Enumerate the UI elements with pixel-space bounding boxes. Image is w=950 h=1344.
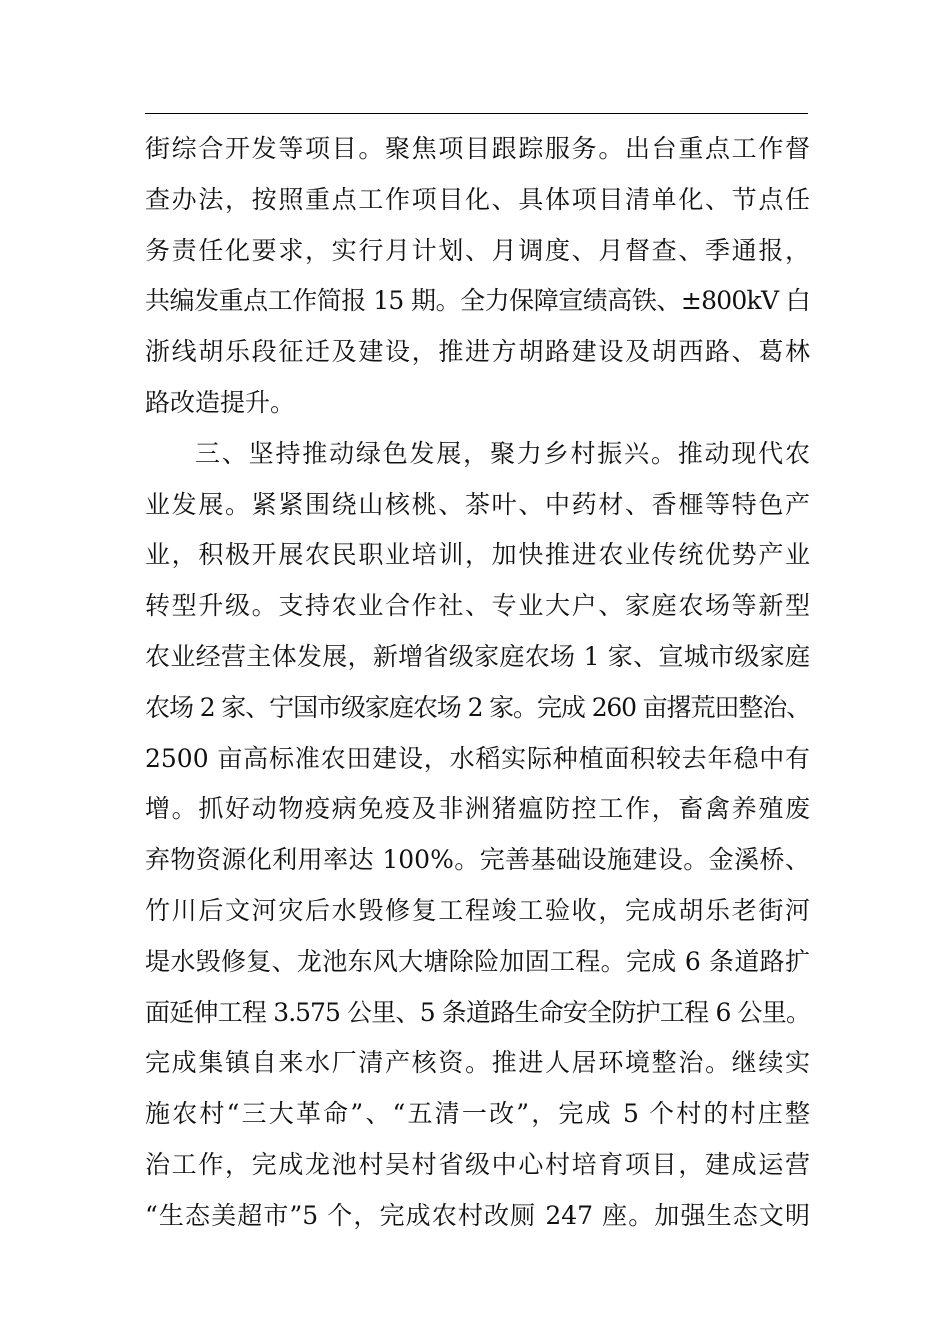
text-line: 业，积极开展农民职业培训，加快推进农业传统优势产业 <box>145 540 810 570</box>
text-line: 竹川后文河灾后水毁修复工程竣工验收，完成胡乐老街河 <box>145 895 810 925</box>
text-line: 2500 亩高标准农田建设，水稻实际种植面积较去年稳中有 <box>145 743 810 773</box>
text-line: 转型升级。支持农业合作社、专业大户、家庭农场等新型 <box>145 591 810 621</box>
text-line: “生态美超市”5 个，完成农村改厕 247 座。加强生态文明 <box>145 1200 810 1230</box>
text-line: 增。抓好动物疫病免疫及非洲猪瘟防控工作，畜禽养殖废 <box>145 794 810 824</box>
text-line: 面延伸工程 3.575 公里、5 条道路生命安全防护工程 6 公里。 <box>145 997 810 1027</box>
text-line: 农场 2 家、宁国市级家庭农场 2 家。完成 260 亩撂荒田整治、 <box>145 692 810 722</box>
text-line: 路改造提升。 <box>145 387 296 417</box>
text-line: 完成集镇自来水厂清产核资。推进人居环境整治。继续实 <box>145 1048 810 1078</box>
text-line: 街综合开发等项目。聚焦项目跟踪服务。出台重点工作督 <box>145 134 810 163</box>
body-text <box>145 124 810 1242</box>
text-line: 务责任化要求，实行月计划、月调度、月督查、季通报， <box>145 235 810 265</box>
text-line: 施农村“三大革命”、“五清一改”，完成 5 个村的村庄整 <box>145 1099 810 1129</box>
text-line: 共编发重点工作简报 15 期。全力保障宣绩高铁、±800kV 白 <box>145 286 810 316</box>
text-line: 治工作，完成龙池村吴村省级中心村培育项目，建成运营 <box>145 1149 810 1179</box>
header-rule <box>145 113 808 114</box>
text-line: 农业经营主体发展，新增省级家庭农场 1 家、宣城市级家庭 <box>145 641 810 671</box>
text-line: 业发展。紧紧围绕山核桃、茶叶、中药材、香榧等特色产 <box>145 489 810 519</box>
text-line: 查办法，按照重点工作项目化、具体项目清单化、节点任 <box>145 184 810 214</box>
text-line: 三、坚持推动绿色发展，聚力乡村振兴。推动现代农 <box>195 438 810 468</box>
text-line: 弃物资源化利用率达 100%。完善基础设施建设。金溪桥、 <box>145 845 810 875</box>
text-line: 堤水毁修复、龙池东风大塘除险加固工程。完成 6 条道路扩 <box>145 946 810 976</box>
text-line: 浙线胡乐段征迁及建设，推进方胡路建设及胡西路、葛林 <box>145 337 810 367</box>
